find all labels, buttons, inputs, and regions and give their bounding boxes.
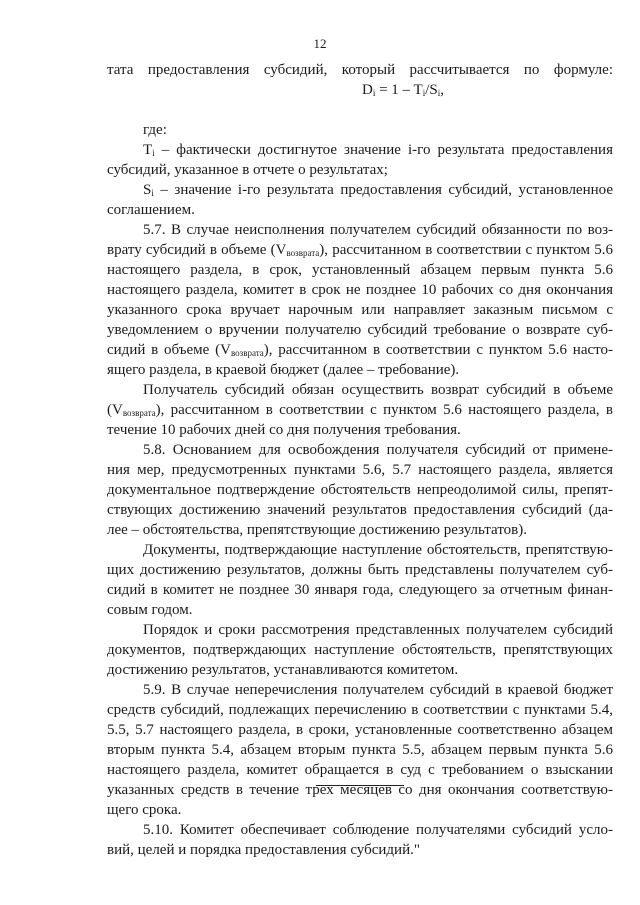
text-line: щего срока. [107, 802, 182, 818]
text-line [107, 100, 613, 120]
text-line: 5.9. В случае неперечисления получателем субсидий в краевой бюджет [143, 682, 613, 698]
text-line: $D_i = 1 - T_i/S_i$, [361, 82, 444, 98]
text-line: Документы, подтверждающие наступление обстоятельств, препятствую- [143, 542, 613, 558]
text-line: указанного срока вручает нарочным или направляет заказным письмом с [107, 302, 613, 318]
text-line: настоящего раздела, комитет обращается в суд с требованием о взыскании [107, 762, 613, 778]
text-line: 5.10. Комитет обеспечивает соблюдение получателями субсидий усло- [143, 822, 613, 838]
text-line: 5.7. В случае неисполнения получателем субсидий обязанности по воз- [143, 222, 613, 238]
text-line: достижению результатов, устанавливаются комитетом. [107, 662, 459, 678]
text-line: соглашением. [107, 202, 195, 218]
document-body [107, 60, 613, 860]
text-line: субсидий, указанное в отчете о результатах; [107, 162, 388, 178]
text-line: где: [143, 122, 167, 138]
text-line: совым годом. [107, 602, 193, 618]
text-line: Порядок и сроки рассмотрения представленных получателем субсидий [143, 622, 613, 638]
text-line: вий, целей и порядка предоставления субсидий." [107, 842, 420, 858]
text-line: ствующих достижению значений результатов предоставления субсидий (да- [107, 502, 613, 518]
text-line: тата предоставления субсидий, который рассчитывается по формуле: [107, 62, 613, 78]
end-divider [316, 785, 404, 786]
text-line: указанных средств в течение трех месяцев со дня окончания соответствую- [107, 782, 613, 798]
text-line: ния мер, предусмотренных пунктами 5.6, 5.7 настоящего раздела, является [107, 462, 613, 478]
text-line: уведомлением о вручении получателю субсидий требование о возврате суб- [107, 322, 613, 338]
text-line: средств субсидий, подлежащих перечислению в соответствии с пунктами 5.4, [107, 702, 613, 718]
text-line: щих достижению результатов, должны быть представлены получателем суб- [107, 562, 613, 578]
text-line: лее – обстоятельства, препятствующие достижению результатов). [107, 522, 527, 538]
text-line: течение 10 рабочих дней со дня получения требования. [107, 422, 461, 438]
text-line: вторым пункта 5.4, абзацем вторым пункта 5.5, абзацем первым пункта 5.6 [107, 742, 613, 758]
text-line: документов, подтверждающих наступление обстоятельств, препятствующих [107, 642, 613, 658]
text-line: 5.5, 5.7 настоящего раздела, в сроки, установленные соответственно абзацем [107, 722, 613, 738]
page-number: 12 [313, 36, 327, 51]
text-line: сидий в комитет не позднее 30 января года, следующего за отчетным финан- [107, 582, 613, 598]
text-line: настоящего раздела, в срок, установленный абзацем первым пункта 5.6 [107, 262, 613, 278]
text-line: документальное подтверждение обстоятельств непреодолимой силы, препят- [107, 482, 613, 498]
text-line: ящего раздела, в краевой бюджет (далее – требование). [107, 362, 460, 378]
text-line: сидий в объеме $(V_{возврата})$, рассчитанном в соответствии с пунктом 5.6 насто- [107, 342, 614, 358]
text-line: $(V_{возврата})$, рассчитанном в соответствии с пунктом 5.6 настоящего раздела, в [107, 402, 613, 418]
text-line: врату субсидий в объеме $(V_{возврата})$, рассчитанном в соответствии с пунктом 5.6 [107, 242, 613, 258]
text-line: настоящего раздела, комитет в срок не позднее 10 рабочих со дня окончания [107, 282, 613, 298]
text-line: $T_i$ – фактически достигнутое значение i-го результата предоставления [143, 142, 613, 158]
text-line: 5.8. Основанием для освобождения получателя субсидий от примене- [143, 442, 613, 458]
text-line: $S_i$ – значение i-го результата предоставления субсидий, установленное [143, 182, 613, 198]
text-line: Получатель субсидий обязан осуществить возврат субсидий в объеме [143, 382, 613, 398]
